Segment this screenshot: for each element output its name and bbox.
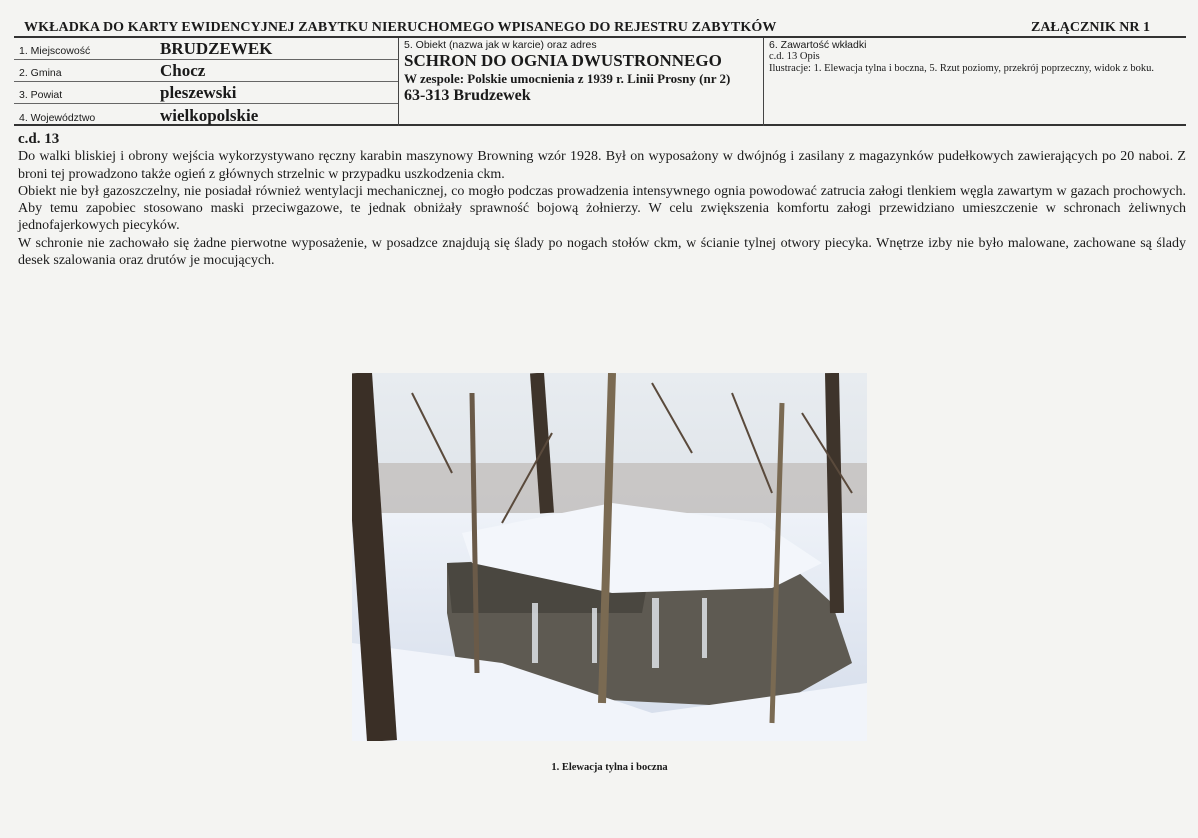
field-row-commune bbox=[14, 60, 398, 82]
contents-illustrations: Ilustracje: 1. Elewacja tylna i boczna, 5. Rzut poziomy, przekrój poprzeczny, widok z boku. bbox=[769, 63, 1154, 74]
field-row-county bbox=[14, 82, 398, 104]
field-value: wielkopolskie bbox=[160, 106, 259, 125]
contents-label: 6. Zawartość wkładki bbox=[769, 39, 867, 51]
contents-cell bbox=[765, 38, 1185, 126]
paragraph: Do walki bliskiej i obrony wejścia wykorzystywano ręczny karabin maszynowy Browning wzór 1928. Był on wyposażony w dwójnóg i zasilany z magazynków pudełkowych zawierających po 20 naboi. Z broni tej prowadzono także ogień z głównych strzelnic w przypadku uszkodzenia ckm. bbox=[18, 149, 1186, 182]
paragraph: W schronie nie zachowało się żadne pierwotne wyposażenie, w posadzce znajdują się ślady po nogach stołów ckm, w ścianie tylnej otwory piecyka. Wnętrze izby nie było malowane, zachowane są ślady desek szalowania oraz drutów je mocujących. bbox=[18, 235, 1186, 269]
field-value: BRUDZEWEK bbox=[160, 39, 273, 58]
photo-caption: 1. Elewacja tylna i boczna bbox=[551, 762, 668, 773]
section-heading: c.d. 13 bbox=[18, 131, 60, 147]
field-row-locality bbox=[14, 38, 398, 60]
object-cell bbox=[398, 38, 764, 126]
object-name: SCHRON DO OGNIA DWUSTRONNEGO bbox=[404, 51, 722, 70]
body-text bbox=[18, 131, 1186, 269]
field-label: 2. Gmina bbox=[19, 67, 62, 79]
field-value: pleszewski bbox=[160, 83, 237, 102]
bunker-photo bbox=[352, 373, 867, 741]
field-label: 1. Miejscowość bbox=[19, 45, 91, 57]
field-value: Chocz bbox=[160, 61, 206, 80]
contents-line: c.d. 13 Opis bbox=[769, 51, 820, 62]
field-row-voivodeship bbox=[14, 104, 398, 126]
object-label: 5. Obiekt (nazwa jak w karcie) oraz adres bbox=[404, 39, 597, 51]
info-table bbox=[14, 38, 1186, 126]
field-label: 4. Województwo bbox=[19, 112, 96, 124]
document-title: WKŁADKA DO KARTY EWIDENCYJNEJ ZABYTKU NIERUCHOMEGO WPISANEGO DO REJESTRU ZABYTKÓW bbox=[24, 20, 777, 35]
paragraph: Obiekt nie był gazoszczelny, nie posiadał również wentylacji mechanicznej, co mogło podczas prowadzenia intensywnego ognia powodować zatrucia załogi tlenkiem węgla zawartym w gazach prochowych. Aby temu zapobiec stosowano maski przeciwgazowe, te jednak obniżały sprawność bojową żołnierzy. W celu zwiększenia komfortu załogi przewidziano umieszczenie w schronach żeliwnych jednofajerkowych piecyków. bbox=[18, 183, 1186, 234]
object-ensemble: W zespole: Polskie umocnienia z 1939 r. Linii Prosny (nr 2) bbox=[404, 71, 731, 86]
field-label: 3. Powiat bbox=[19, 89, 63, 101]
object-address: 63-313 Brudzewek bbox=[404, 87, 531, 104]
annex-label: ZAŁĄCZNIK NR 1 bbox=[1030, 20, 1150, 35]
